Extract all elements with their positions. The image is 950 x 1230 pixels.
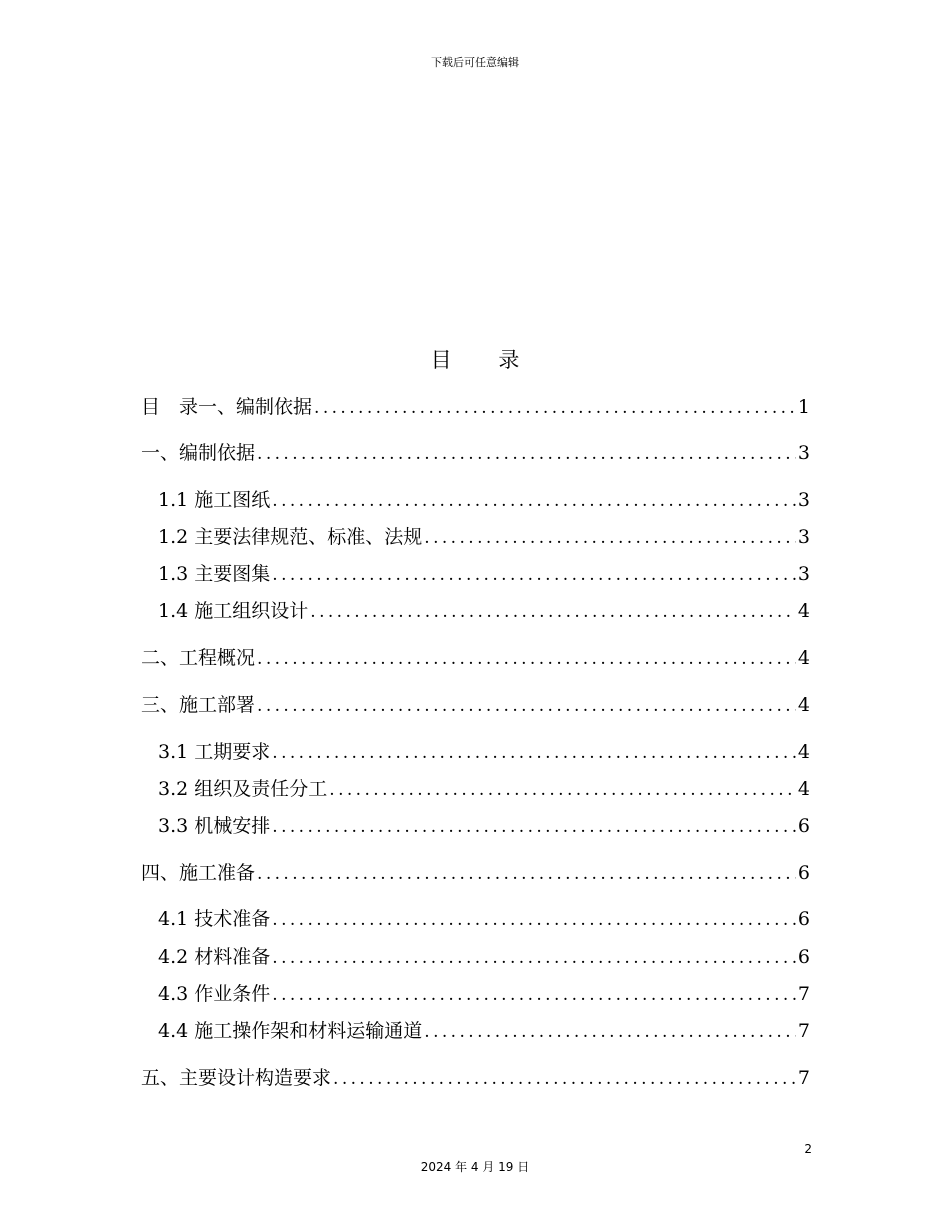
page-header: 下载后可任意编辑: [431, 56, 519, 69]
toc-entry[interactable]: [141, 1066, 810, 1091]
toc-leader-dots: [272, 741, 796, 765]
toc-entry-page: 7: [797, 983, 810, 1005]
toc-entry[interactable]: [158, 1019, 810, 1044]
toc-entry-page: 6: [797, 946, 810, 968]
toc-entry[interactable]: [141, 646, 810, 671]
toc-entry[interactable]: [158, 814, 810, 839]
toc-entry-label: 1.1 施工图纸: [158, 489, 271, 511]
toc-entry-page: 4: [797, 600, 810, 622]
toc-entry-label: 1.3 主要图集: [158, 563, 271, 585]
toc-leader-dots: [424, 1020, 796, 1044]
toc-leader-dots: [310, 600, 796, 624]
toc-entry-page: 4: [797, 741, 810, 763]
toc-entry[interactable]: [158, 740, 810, 765]
toc-entry[interactable]: [141, 441, 810, 466]
toc-entry-label: 四、施工准备: [141, 862, 256, 884]
toc-entry-label: 1.4 施工组织设计: [158, 600, 309, 622]
toc-entry-label: 二、工程概况: [141, 647, 256, 669]
toc-entry[interactable]: [141, 395, 810, 420]
toc-entry-label: 3.3 机械安排: [158, 815, 271, 837]
toc-entry[interactable]: [158, 562, 810, 587]
toc-entry-label: 3.1 工期要求: [158, 741, 271, 763]
toc-leader-dots: [272, 489, 796, 513]
toc-entry-label: 4.1 技术准备: [158, 908, 271, 930]
footer-date: 2024 年 4 月 19 日: [420, 1160, 530, 1174]
page-number: 2: [804, 1142, 812, 1156]
toc-entry-page: 3: [797, 563, 810, 585]
toc-entry-label: 目 录一、编制依据: [141, 396, 313, 418]
toc-entry-page: 4: [797, 694, 810, 716]
toc-entry-label: 3.2 组织及责任分工: [158, 778, 328, 800]
toc-leader-dots: [272, 815, 796, 839]
toc-entry-page: 7: [797, 1020, 810, 1042]
toc-leader-dots: [329, 778, 796, 802]
toc-entry-page: 7: [797, 1067, 810, 1089]
toc-leader-dots: [424, 526, 796, 550]
toc-entry-label: 三、施工部署: [141, 694, 256, 716]
toc-entry[interactable]: [158, 599, 810, 624]
toc-leader-dots: [272, 563, 796, 587]
toc-entry-page: 3: [797, 442, 810, 464]
toc-entry-page: 6: [797, 908, 810, 930]
toc-leader-dots: [257, 862, 796, 886]
toc-leader-dots: [257, 694, 796, 718]
toc-entry-label: 1.2 主要法律规范、标准、法规: [158, 526, 423, 548]
toc-entry-label: 4.3 作业条件: [158, 983, 271, 1005]
toc-entry[interactable]: [158, 907, 810, 932]
toc-entry[interactable]: [141, 861, 810, 886]
toc-entry-page: 4: [797, 778, 810, 800]
toc-leader-dots: [272, 983, 796, 1007]
toc-entry-label: 五、主要设计构造要求: [141, 1067, 332, 1089]
toc-entry-label: 4.4 施工操作架和材料运输通道: [158, 1020, 423, 1042]
toc-entry[interactable]: [158, 982, 810, 1007]
toc-entry-label: 4.2 材料准备: [158, 946, 271, 968]
toc-entry-page: 6: [797, 815, 810, 837]
toc-title: 目 录: [430, 348, 540, 372]
toc-leader-dots: [333, 1067, 796, 1091]
toc-leader-dots: [257, 647, 796, 671]
toc-leader-dots: [257, 442, 796, 466]
toc-entry[interactable]: [158, 525, 810, 550]
toc-leader-dots: [272, 946, 796, 970]
toc-entry[interactable]: [141, 693, 810, 718]
toc-entry[interactable]: [158, 777, 810, 802]
toc-entry[interactable]: [158, 488, 810, 513]
toc-entry-page: 4: [797, 647, 810, 669]
toc-entry-page: 3: [797, 489, 810, 511]
toc-entry-label: 一、编制依据: [141, 442, 256, 464]
toc-leader-dots: [272, 908, 796, 932]
toc-entry[interactable]: [158, 945, 810, 970]
toc-entry-page: 3: [797, 526, 810, 548]
toc-entry-page: 6: [797, 862, 810, 884]
toc-entry-page: 1: [797, 396, 810, 418]
toc-leader-dots: [314, 396, 796, 420]
